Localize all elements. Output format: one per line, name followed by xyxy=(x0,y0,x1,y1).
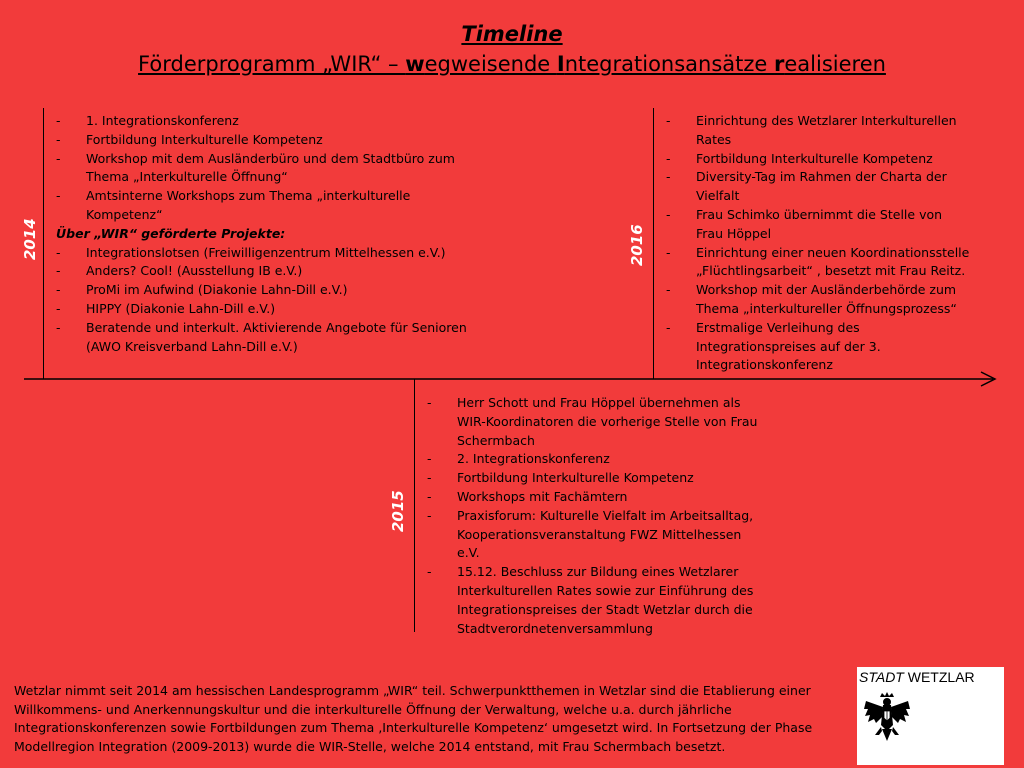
projects-subheading: Über „WIR“ geförderte Projekte: xyxy=(56,225,286,241)
list-item: - HIPPY (Diakonie Lahn-Dill e.V.) xyxy=(56,300,476,319)
list-item: - Workshop mit dem Ausländerbüro und dem Stadtbüro zum Thema „Interkulturelle Öffnung“ xyxy=(56,150,476,188)
list-item: - Einrichtung einer neuen Koordinationsstelle „Flüchtlingsarbeit“ , besetzt mit Frau Reitz. xyxy=(666,244,970,282)
year-label-2015: 2015 xyxy=(389,490,407,532)
list-2014-activities xyxy=(56,112,476,225)
subtitle-part: ealisieren xyxy=(784,52,886,76)
list-item: - 2. Integrationskonferenz xyxy=(427,450,767,469)
subtitle-part: I xyxy=(556,52,565,76)
timeline-block-2014 xyxy=(56,112,476,356)
list-item: - Fortbildung Interkulturelle Kompetenz xyxy=(666,150,970,169)
list-item: - Erstmalige Verleihung des Integrationspreises auf der 3. Integrationskonferenz xyxy=(666,319,970,375)
subtitle-part: egweisende xyxy=(424,52,557,76)
year-label-2016: 2016 xyxy=(628,224,646,266)
timeline-block-2015 xyxy=(427,394,767,638)
list-item: - Praxisforum: Kulturelle Vielfalt im Arbeitsalltag, Kooperationsveranstaltung FWZ Mittelhessen e.V. xyxy=(427,507,767,563)
list-2014-projects xyxy=(56,244,476,357)
list-item: - Amtsinterne Workshops zum Thema „interkulturelle Kompetenz“ xyxy=(56,187,476,225)
list-item: - Beratende und interkult. Aktivierende Angebote für Senioren (AWO Kreisverband Lahn-Dill e.V.) xyxy=(56,319,476,357)
subtitle-part: Förderprogramm „WIR“ – xyxy=(138,52,406,76)
logo-word-stadt: STADT xyxy=(859,669,904,685)
subtitle-part: ntegrationsansätze xyxy=(564,52,775,76)
eagle-coat-of-arms-icon xyxy=(862,691,912,751)
list-item: - Einrichtung des Wetzlarer Interkulturellen Rates xyxy=(666,112,970,150)
list-item: - Workshop mit der Ausländerbehörde zum Thema „interkultureller Öffnungsprozess“ xyxy=(666,281,970,319)
subtitle-part: r xyxy=(774,52,785,76)
marker-line-2014 xyxy=(43,108,44,379)
list-item: - Diversity-Tag im Rahmen der Charta der Vielfalt xyxy=(666,168,970,206)
list-item: - Integrationslotsen (Freiwilligenzentrum Mittelhessen e.V.) xyxy=(56,244,476,263)
logo-word-wetzlar: WETZLAR xyxy=(907,669,975,685)
city-logo xyxy=(857,667,1004,765)
list-item: - Fortbildung Interkulturelle Kompetenz xyxy=(427,469,767,488)
year-label-2014: 2014 xyxy=(21,218,39,260)
list-2015-activities xyxy=(427,394,767,638)
marker-line-2015 xyxy=(414,379,415,632)
list-item: - Anders? Cool! (Ausstellung IB e.V.) xyxy=(56,262,476,281)
page-title: Timeline xyxy=(461,22,563,46)
list-item: - 1. Integrationskonferenz xyxy=(56,112,476,131)
list-2016-activities xyxy=(666,112,970,375)
list-item: - Herr Schott und Frau Höppel übernehmen als WIR-Koordinatoren die vorherige Stelle von Frau Schermbach xyxy=(427,394,767,450)
list-item: - 15.12. Beschluss zur Bildung eines Wetzlarer Interkulturellen Rates sowie zur Einführung des Integrationspreises der Stadt Wetzlar durch die Stadtverordnetenversammlung xyxy=(427,563,767,638)
list-item: - Workshops mit Fachämtern xyxy=(427,488,767,507)
logo-text xyxy=(859,669,975,685)
subtitle-part: w xyxy=(405,52,425,76)
footer-description: Wetzlar nimmt seit 2014 am hessischen Landesprogramm „WIR“ teil. Schwerpunktthemen in Wetzlar sind die Etablierung einer Willkommens- und Anerkennungskultur und die interkulturelle Öffnung der Verwaltung, welche u.a. durch jährliche Integrationskonferenzen sowie Fortbildungen zum Thema ‚Interkulturelle Kompetenz‘ umgesetzt wird. In Fortsetzung der Phase Modellregion Integration (2009-2013) wurde die WIR-Stelle, welche 2014 entstand, mit Frau Schermbach besetzt. xyxy=(14,683,813,754)
list-item: - ProMi im Aufwind (Diakonie Lahn-Dill e.V.) xyxy=(56,281,476,300)
marker-line-2016 xyxy=(653,108,654,379)
list-item: - Fortbildung Interkulturelle Kompetenz xyxy=(56,131,476,150)
list-item: - Frau Schimko übernimmt die Stelle von Frau Höppel xyxy=(666,206,970,244)
timeline-block-2016 xyxy=(666,112,970,375)
